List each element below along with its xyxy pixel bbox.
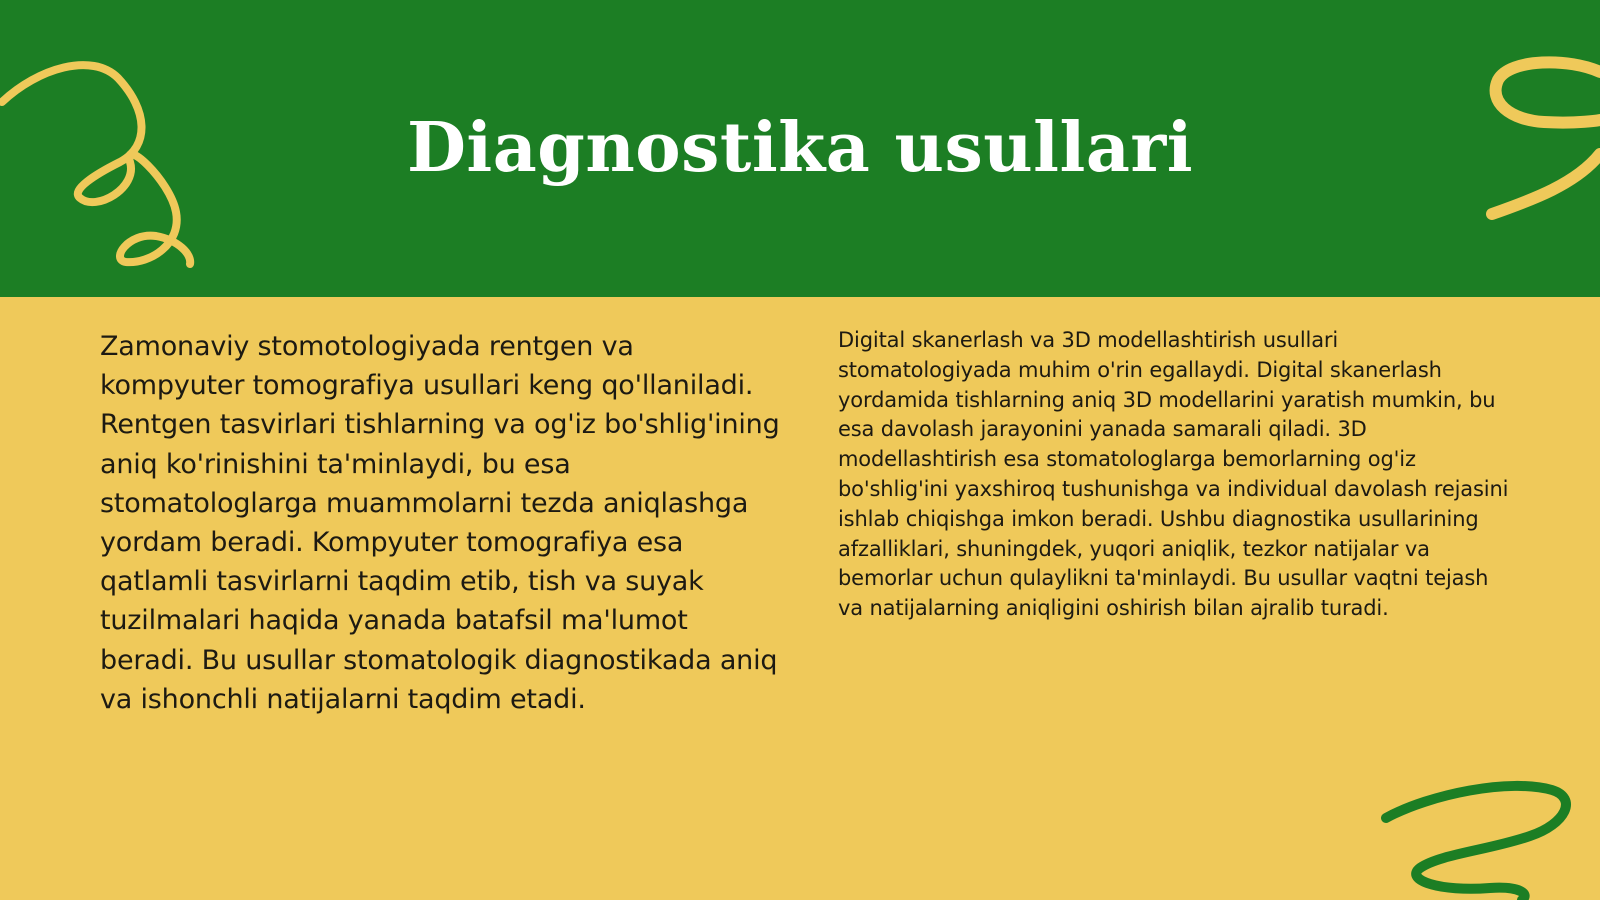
right-paragraph: Digital skanerlash va 3D modellashtirish usullari stomatologiyada muhim o'rin egallaydi. Digital skanerlash yordamida tishlarning aniq 3D modellarini yaratish mumkin, bu esa davolash jarayonini yanada samarali qiladi. 3D modellashtirish esa stomatologlarga bemorlarning og'iz bo'shlig'ini yaxshiroq tushunishga va individual davolash rejasini ishlab chiqishga imkon beradi. Ushbu diagnostika usullarining afzalliklari, shuningdek, yuqori aniqlik, tezkor natijalar va bemorlar uchun qulaylikni ta'minlaydi. Bu usullar vaqtni tejash va natijalarning aniqligini oshirish bilan ajralib turadi. xyxy=(838,328,1509,621)
squiggle-bottom-right-decoration xyxy=(1380,780,1600,900)
left-paragraph: Zamonaviy stomotologiyada rentgen va kompyuter tomografiya usullari keng qo'llaniladi. Rentgen tasvirlari tishlarning va og'iz bo'shlig'ining aniq ko'rinishini ta'minlaydi, bu esa stomatologlarga muammolarni tezda aniqlashga yordam beradi. Kompyuter tomografiya esa qatlamli tasvirlarni taqdim etib, tish va suyak tuzilmalari haqida yanada batafsil ma'lumot beradi. Bu usullar stomatologik diagnostikada aniq va ishonchli natijalarni taqdim etadi. xyxy=(100,331,780,715)
slide-title: Diagnostika usullari xyxy=(406,108,1194,188)
